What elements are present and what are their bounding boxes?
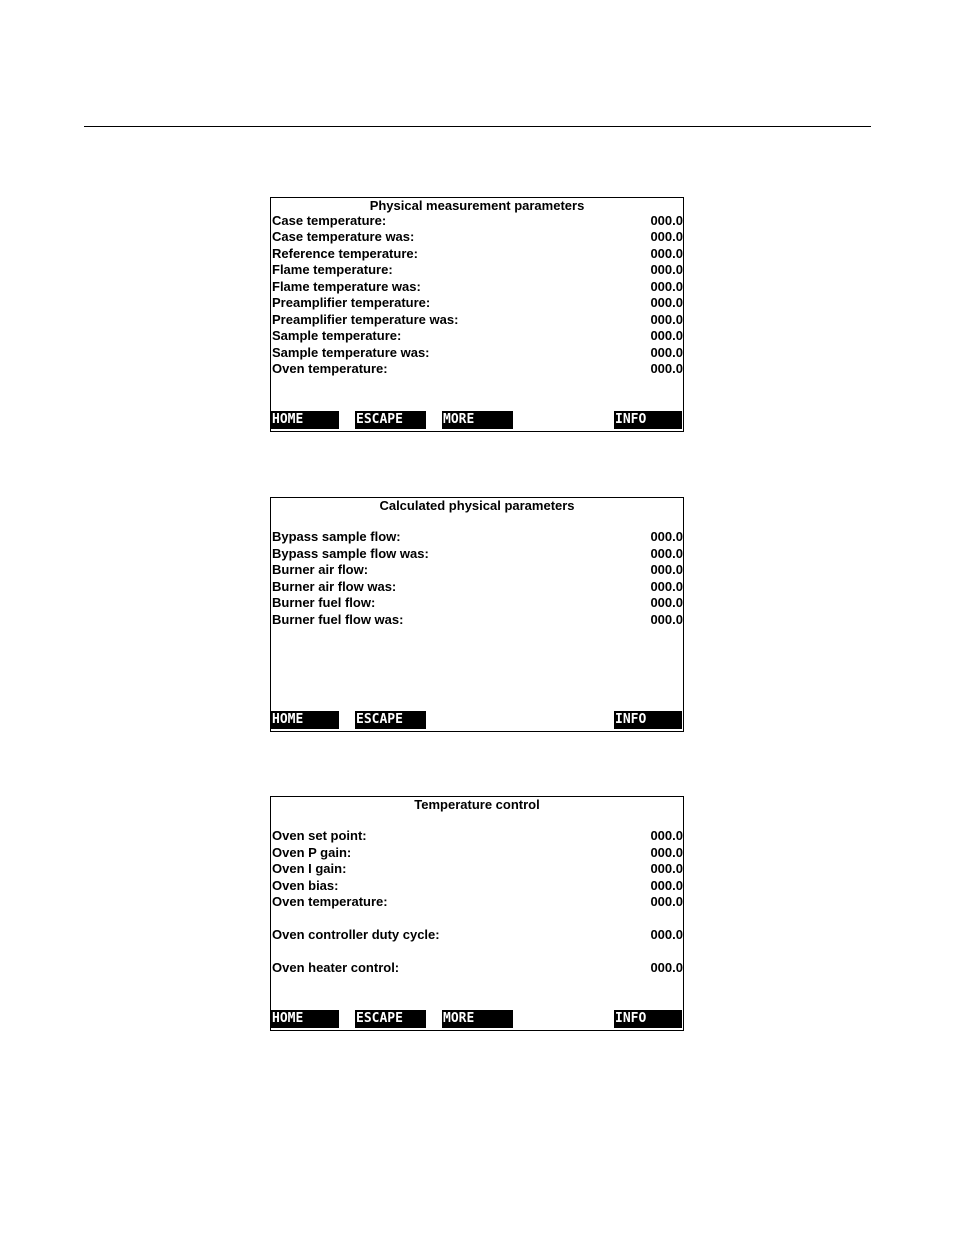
parameter-label: Reference temperature: xyxy=(272,246,418,261)
parameter-label: Flame temperature was: xyxy=(272,279,421,294)
parameter-row xyxy=(272,529,683,545)
parameter-label: Sample temperature: xyxy=(272,328,402,343)
info-softkey[interactable]: INFO xyxy=(614,1010,682,1028)
parameter-value: 000.0 xyxy=(650,861,683,876)
parameter-value: 000.0 xyxy=(650,562,683,577)
parameter-row xyxy=(272,595,683,611)
parameter-value: 000.0 xyxy=(650,960,683,975)
escape-softkey[interactable]: ESCAPE xyxy=(355,711,426,729)
parameter-value: 000.0 xyxy=(650,579,683,594)
parameter-label: Oven I gain: xyxy=(272,861,347,876)
screen-title: Calculated physical parameters xyxy=(379,498,575,513)
parameter-row xyxy=(272,279,683,295)
screen-physical-measurement-parameters xyxy=(270,197,684,432)
parameter-value: 000.0 xyxy=(650,529,683,544)
parameter-row xyxy=(272,345,683,361)
info-softkey[interactable]: INFO xyxy=(614,711,682,729)
parameter-label: Oven temperature: xyxy=(272,361,388,376)
screen-calculated-physical-parameters xyxy=(270,497,684,732)
screen-temperature-control xyxy=(270,796,684,1031)
parameter-row xyxy=(272,328,683,344)
parameter-value: 000.0 xyxy=(650,927,683,942)
parameter-value: 000.0 xyxy=(650,213,683,228)
screen-title: Temperature control xyxy=(414,797,540,812)
parameter-label: Burner air flow: xyxy=(272,562,369,577)
parameter-row xyxy=(272,878,683,894)
parameter-label: Bypass sample flow: xyxy=(272,529,401,544)
parameter-row xyxy=(272,612,683,628)
parameter-label: Oven set point: xyxy=(272,828,367,843)
parameter-row xyxy=(272,562,683,578)
parameter-label: Burner fuel flow: xyxy=(272,595,376,610)
parameter-row xyxy=(272,960,683,976)
parameter-row xyxy=(272,229,683,245)
parameter-value: 000.0 xyxy=(650,845,683,860)
parameter-value: 000.0 xyxy=(650,361,683,376)
parameter-value: 000.0 xyxy=(650,828,683,843)
parameter-label: Oven controller duty cycle: xyxy=(272,927,440,942)
parameter-value: 000.0 xyxy=(650,262,683,277)
parameter-value: 000.0 xyxy=(650,229,683,244)
parameter-value: 000.0 xyxy=(650,345,683,360)
parameter-label: Sample temperature was: xyxy=(272,345,430,360)
parameter-row xyxy=(272,861,683,877)
parameter-label: Case temperature was: xyxy=(272,229,415,244)
parameter-row xyxy=(272,579,683,595)
parameter-row xyxy=(272,894,683,910)
parameter-row xyxy=(272,546,683,562)
parameter-label: Burner fuel flow was: xyxy=(272,612,404,627)
parameter-value: 000.0 xyxy=(650,246,683,261)
parameter-label: Oven P gain: xyxy=(272,845,352,860)
page-top-rule xyxy=(84,126,871,127)
home-softkey[interactable]: HOME xyxy=(271,1010,339,1028)
escape-softkey[interactable]: ESCAPE xyxy=(355,411,426,429)
parameter-row xyxy=(272,845,683,861)
parameter-label: Preamplifier temperature was: xyxy=(272,312,459,327)
parameter-row xyxy=(272,213,683,229)
home-softkey[interactable]: HOME xyxy=(271,711,339,729)
parameter-value: 000.0 xyxy=(650,612,683,627)
parameter-value: 000.0 xyxy=(650,546,683,561)
parameter-row xyxy=(272,927,683,943)
more-softkey[interactable]: MORE xyxy=(442,411,513,429)
parameter-value: 000.0 xyxy=(650,328,683,343)
parameter-label: Case temperature: xyxy=(272,213,387,228)
parameter-value: 000.0 xyxy=(650,595,683,610)
parameter-row xyxy=(272,295,683,311)
parameter-label: Burner air flow was: xyxy=(272,579,397,594)
parameter-row xyxy=(272,262,683,278)
parameter-value: 000.0 xyxy=(650,295,683,310)
parameter-label: Preamplifier temperature: xyxy=(272,295,431,310)
parameter-value: 000.0 xyxy=(650,878,683,893)
escape-softkey[interactable]: ESCAPE xyxy=(355,1010,426,1028)
screen-title: Physical measurement parameters xyxy=(369,198,585,213)
parameter-label: Oven temperature: xyxy=(272,894,388,909)
parameter-value: 000.0 xyxy=(650,894,683,909)
parameter-label: Oven bias: xyxy=(272,878,339,893)
parameter-label: Oven heater control: xyxy=(272,960,400,975)
parameter-row xyxy=(272,246,683,262)
parameter-value: 000.0 xyxy=(650,312,683,327)
parameter-value: 000.0 xyxy=(650,279,683,294)
home-softkey[interactable]: HOME xyxy=(271,411,339,429)
parameter-row xyxy=(272,361,683,377)
parameter-row xyxy=(272,828,683,844)
info-softkey[interactable]: INFO xyxy=(614,411,682,429)
parameter-label: Flame temperature: xyxy=(272,262,393,277)
parameter-row xyxy=(272,312,683,328)
more-softkey[interactable]: MORE xyxy=(442,1010,513,1028)
parameter-label: Bypass sample flow was: xyxy=(272,546,429,561)
